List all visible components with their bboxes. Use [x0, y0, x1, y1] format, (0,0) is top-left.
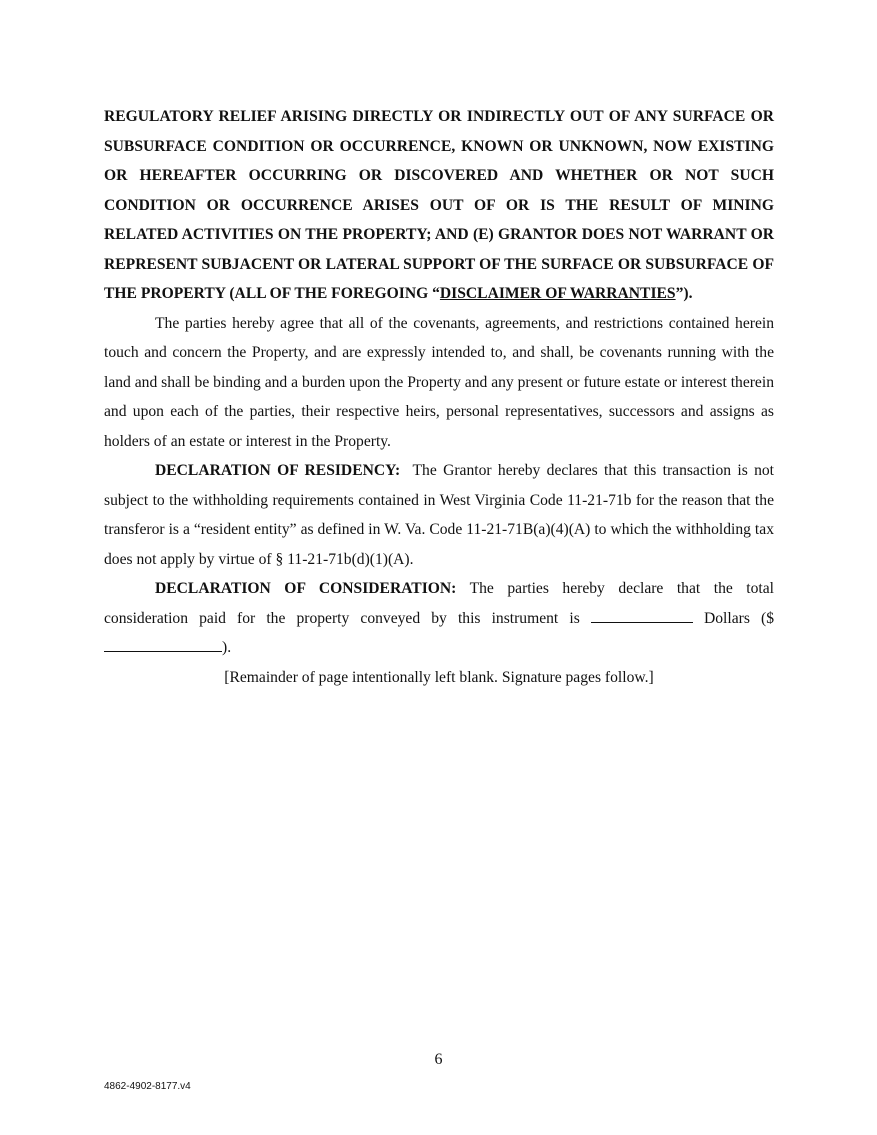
consideration-paragraph: [104, 574, 774, 663]
remainder-note: [Remainder of page intentionally left blank. Signature pages follow.]: [224, 668, 654, 686]
consideration-paren-open: ($: [761, 609, 775, 627]
consideration-amount-figures-blank: [104, 636, 222, 652]
document-id: 4862-4902-8177.v4: [104, 1081, 191, 1092]
residency-paragraph: [104, 456, 774, 574]
consideration-text: The parties hereby declare that the total consideration paid for the property conveyed by this instrument is: [104, 580, 775, 627]
covenants-paragraph: The parties hereby agree that all of the covenants, agreements, and restrictions contained herein touch and concern the Property, and are expressly intended to, and shall, be covenants running with the land and shall be binding and a burden upon the Property and any present or future estate or interest therein and upon each of the parties, their respective heirs, personal representatives, successors and assigns as holders of an estate or interest in the Property.: [104, 314, 774, 450]
disclaimer-text: REGULATORY RELIEF ARISING DIRECTLY OR INDIRECTLY OUT OF ANY SURFACE OR SUBSURFACE CONDITION OR OCCURRENCE, KNOWN OR UNKNOWN, NOW EXISTING OR HEREAFTER OCCURRING OR DISCOVERED AND WHETHER OR NOT SUCH CONDITION OR OCCURRENCE ARISES OUT OF OR IS THE RESULT OF MINING RELATED ACTIVITIES ON THE PROPERTY; AND (E) GRANTOR DOES NOT WARRANT OR REPRESENT SUBJACENT OR LATERAL SUPPORT OF THE SURFACE OR SUBSURFACE OF THE PROPERTY (ALL OF THE FOREGOING “: [104, 108, 774, 302]
disclaimer-defined-term: DISCLAIMER OF WARRANTIES: [439, 285, 676, 302]
disclaimer-closing: ”).: [675, 285, 693, 302]
page-number: 6: [434, 1051, 443, 1068]
consideration-amount-words-blank: [591, 607, 693, 623]
consideration-heading: DECLARATION OF CONSIDERATION:: [155, 580, 457, 597]
consideration-paren-close: ).: [222, 639, 232, 656]
consideration-dollars-word: Dollars: [704, 609, 750, 627]
residency-text: The Grantor hereby declares that this transaction is not subject to the withholding requirements contained in West Virginia Code 11-21-71b for the reason that the transferor is a “resident entity” as defined in W. Va. Code 11-21-71B(a)(4)(A) to which the withholding tax does not apply by virtue of § 11-21-71b(d)(1)(A).: [104, 462, 775, 568]
residency-heading: DECLARATION OF RESIDENCY:: [155, 462, 401, 479]
document-body: [104, 102, 774, 692]
disclaimer-paragraph: [104, 102, 774, 309]
